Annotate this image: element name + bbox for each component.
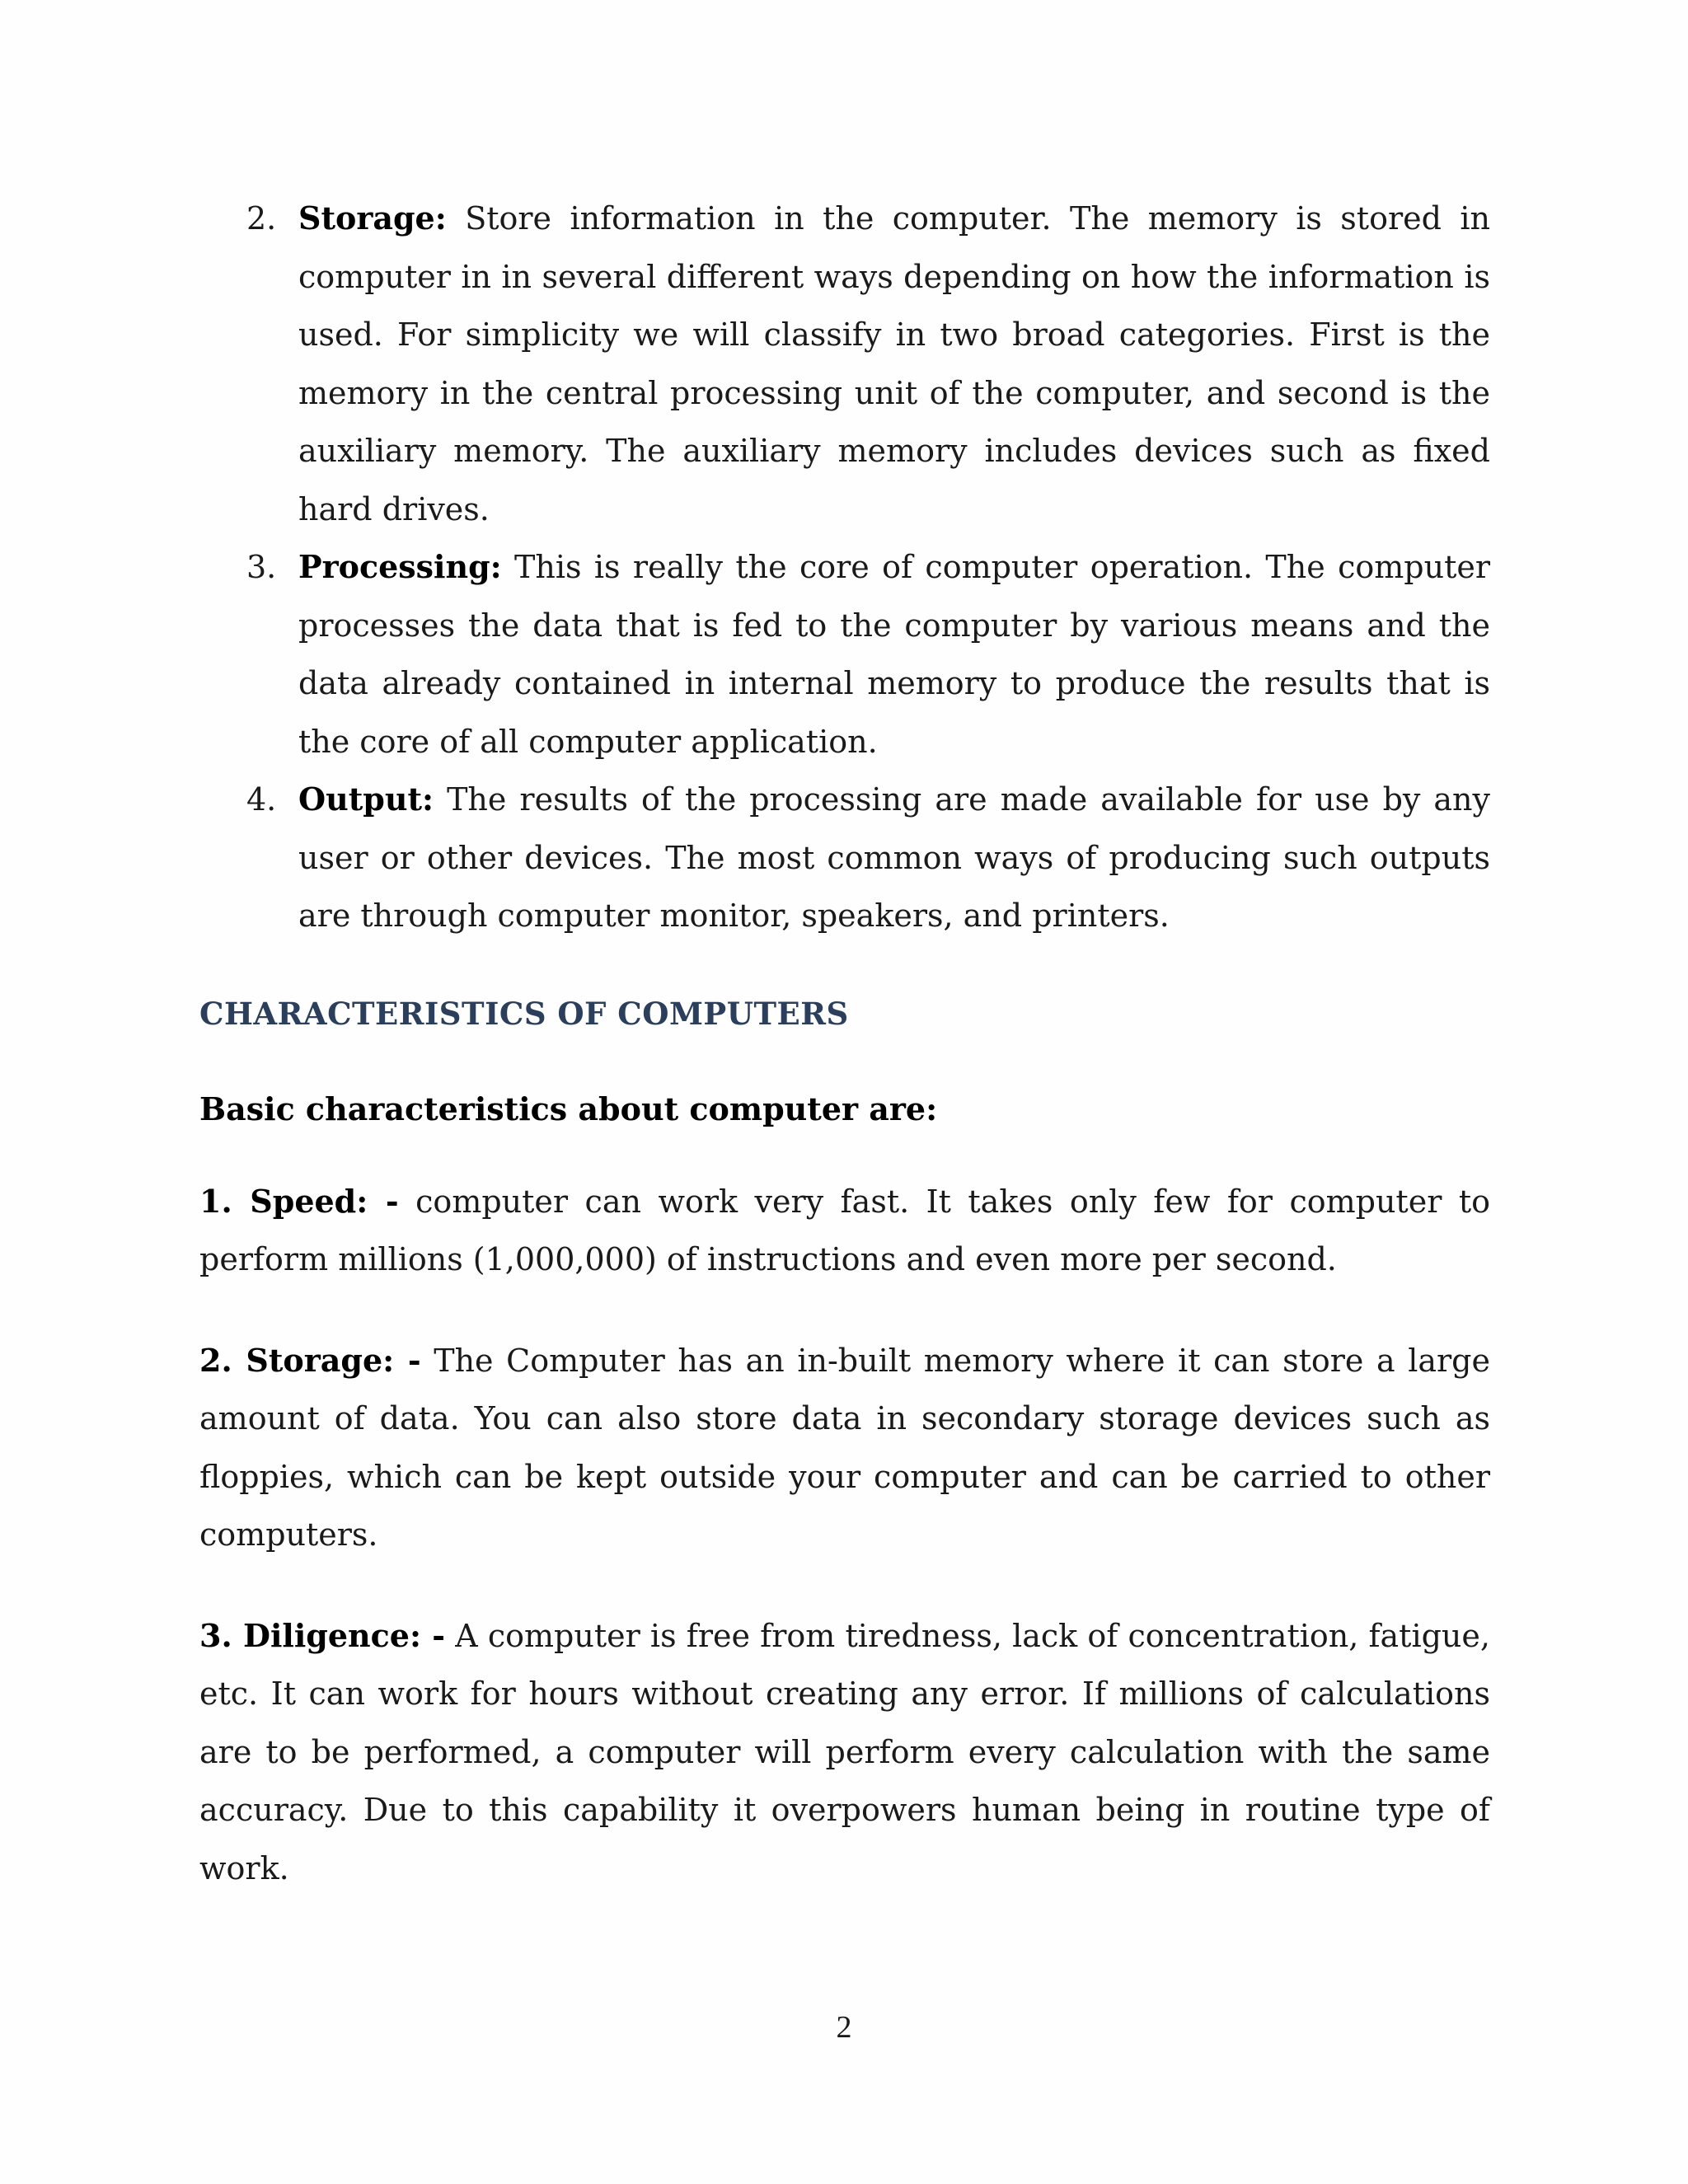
list-item-text: The results of the processing are made available for use by any user or other devices. The most common ways of producing such outputs are through computer monitor, speakers, and printers. [298,781,1490,934]
characteristic-label: 3. Diligence: - [199,1616,446,1654]
characteristic-label: 2. Storage: - [199,1341,421,1379]
list-item-number: 3. [246,549,277,585]
characteristic-label: 1. Speed: - [199,1182,399,1220]
characteristic-paragraph [199,1332,1490,1564]
page-content [199,190,1490,1897]
characteristic-text: A computer is free from tiredness, lack of concentration, fatigue, etc. It can work for hours without creating any error. If millions of calculations are to be performed, a computer will perform every calculation with the same accuracy. Due to this capability it overpowers human being in routine type of work. [199,1617,1490,1886]
characteristic-text: The Computer has an in-built memory where it can store a large amount of data. You can also store data in secondary storage devices such as floppies, which can be kept outside your computer and can be carried to other computers. [199,1342,1490,1553]
list-item-number: 4. [246,781,277,818]
intro-line: Basic characteristics about computer are: [199,1090,938,1127]
list-item-label: Processing: [298,548,502,585]
list-item-label: Output: [298,780,434,818]
list-item [199,771,1490,945]
list-item [199,190,1490,538]
list-item-label: Storage: [298,199,447,237]
characteristic-paragraph [199,1173,1490,1289]
section-heading: CHARACTERISTICS OF COMPUTERS [199,995,849,1032]
characteristic-text: computer can work very fast. It takes only few for computer to perform millions (1,000,000) of instructions and even more per second. [199,1183,1490,1277]
list-item-text: This is really the core of computer operation. The computer processes the data that is fed to the computer by various means and the data already contained in internal memory to produce the results that is the core of all computer application. [298,549,1490,760]
list-item-number: 2. [246,200,277,237]
characteristic-paragraph [199,1607,1490,1898]
list-item-text: Store information in the computer. The memory is stored in computer in in several different ways depending on how the information is used. For simplicity we will classify in two broad categories. First is the memory in the central processing unit of the computer, and second is the auxiliary memory. The auxiliary memory includes devices such as fixed hard drives. [298,200,1490,527]
list-item [199,538,1490,771]
page-number: 2 [836,2010,852,2045]
numbered-list [199,190,1490,945]
